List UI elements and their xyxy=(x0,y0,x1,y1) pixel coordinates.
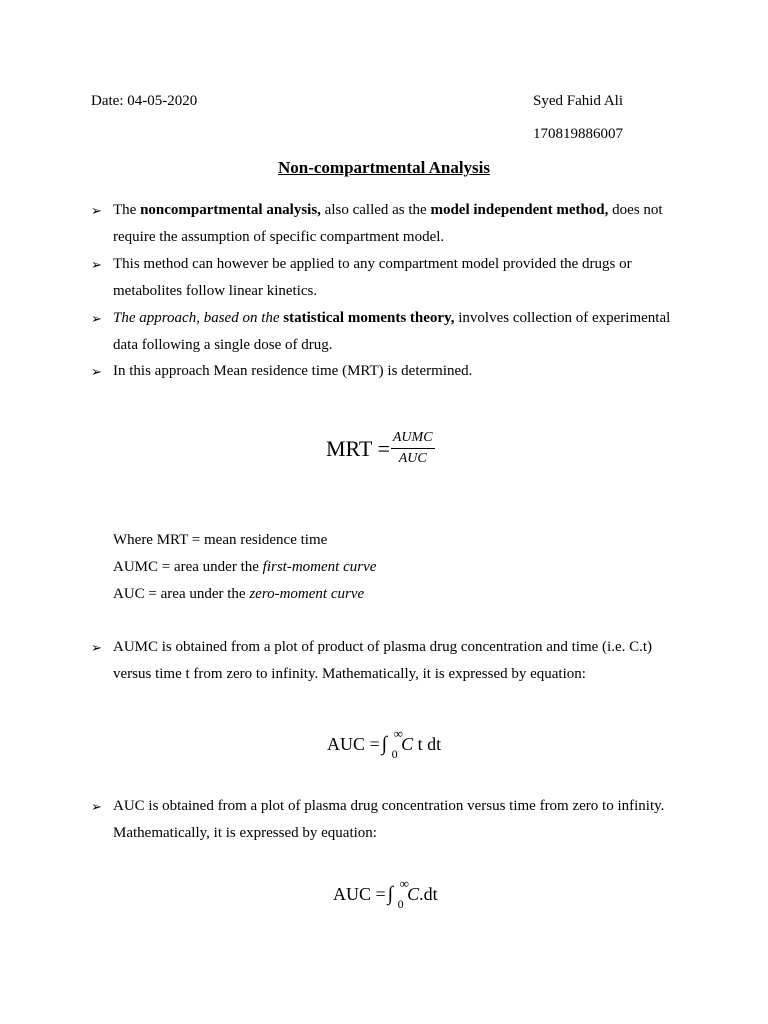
definition-auc: AUC = area under the zero-moment curve xyxy=(113,586,365,602)
date-line: Date: 04-05-2020 xyxy=(91,93,198,109)
concentration-variable: C xyxy=(407,884,420,904)
bullet-arrow-icon: ➢ xyxy=(91,203,102,218)
bullet-arrow-icon: ➢ xyxy=(91,799,102,814)
bullet-5-line-1: AUMC is obtained from a plot of product of plasma drug concentration and time (i.e. C.t) xyxy=(113,639,653,655)
definition-aumc: AUMC = area under the first-moment curve xyxy=(113,559,377,575)
registration-number: 170819886007 xyxy=(533,126,623,142)
bullet-3-line-1: The approach, based on the statistical moments theory, involves collection of experimental xyxy=(113,310,671,326)
definition-mrt: Where MRT = mean residence time xyxy=(113,532,328,548)
bullet-arrow-icon: ➢ xyxy=(91,311,102,326)
concentration-variable: C xyxy=(401,734,414,754)
bullet-6-line-2: Mathematically, it is expressed by equation: xyxy=(113,825,377,841)
integral-upper-limit: ∞ xyxy=(393,726,403,741)
auc-integral-equation: AUC = ∫ ∞ 0 C .dt xyxy=(333,876,438,911)
bullet-1-line-2: require the assumption of specific compartment model. xyxy=(113,229,445,245)
bullet-arrow-icon: ➢ xyxy=(91,257,102,272)
bullet-2-line-1: This method can however be applied to any compartment model provided the drugs or xyxy=(113,256,632,272)
bullet-arrow-icon: ➢ xyxy=(91,640,102,655)
mrt-fraction xyxy=(391,430,435,467)
bullet-4-line-1: In this approach Mean residence time (MRT) is determined. xyxy=(113,363,473,379)
bullet-3-line-2: data following a single dose of drug. xyxy=(113,337,333,353)
integral-lower-limit: 0 xyxy=(391,747,398,761)
integral-symbol: ∫ ∞ 0 xyxy=(381,726,403,761)
bullet-arrow-icon: ➢ xyxy=(91,364,102,379)
integral-symbol: ∫ ∞ 0 xyxy=(387,876,409,911)
author-name: Syed Fahid Ali xyxy=(533,93,624,109)
integral-upper-limit: ∞ xyxy=(399,876,409,891)
mrt-formula xyxy=(326,430,435,467)
mrt-denominator: AUC xyxy=(398,451,427,466)
aumc-integral-equation: AUC = ∫ ∞ 0 C t dt xyxy=(327,726,442,761)
bullet-1-line-1: The noncompartmental analysis, also called as the model independent method, does not xyxy=(113,202,663,218)
bullet-6-line-1: AUC is obtained from a plot of plasma drug concentration versus time from zero to infinity. xyxy=(113,798,665,814)
bullet-2-line-2: metabolites follow linear kinetics. xyxy=(113,283,318,299)
bullet-5-line-2: versus time t from zero to infinity. Mathematically, it is expressed by equation: xyxy=(113,666,586,682)
integral-lower-limit: 0 xyxy=(397,897,404,911)
page-title: Non-compartmental Analysis xyxy=(277,158,491,177)
mrt-numerator: AUMC xyxy=(391,430,435,449)
mrt-lhs: MRT = xyxy=(326,435,390,461)
